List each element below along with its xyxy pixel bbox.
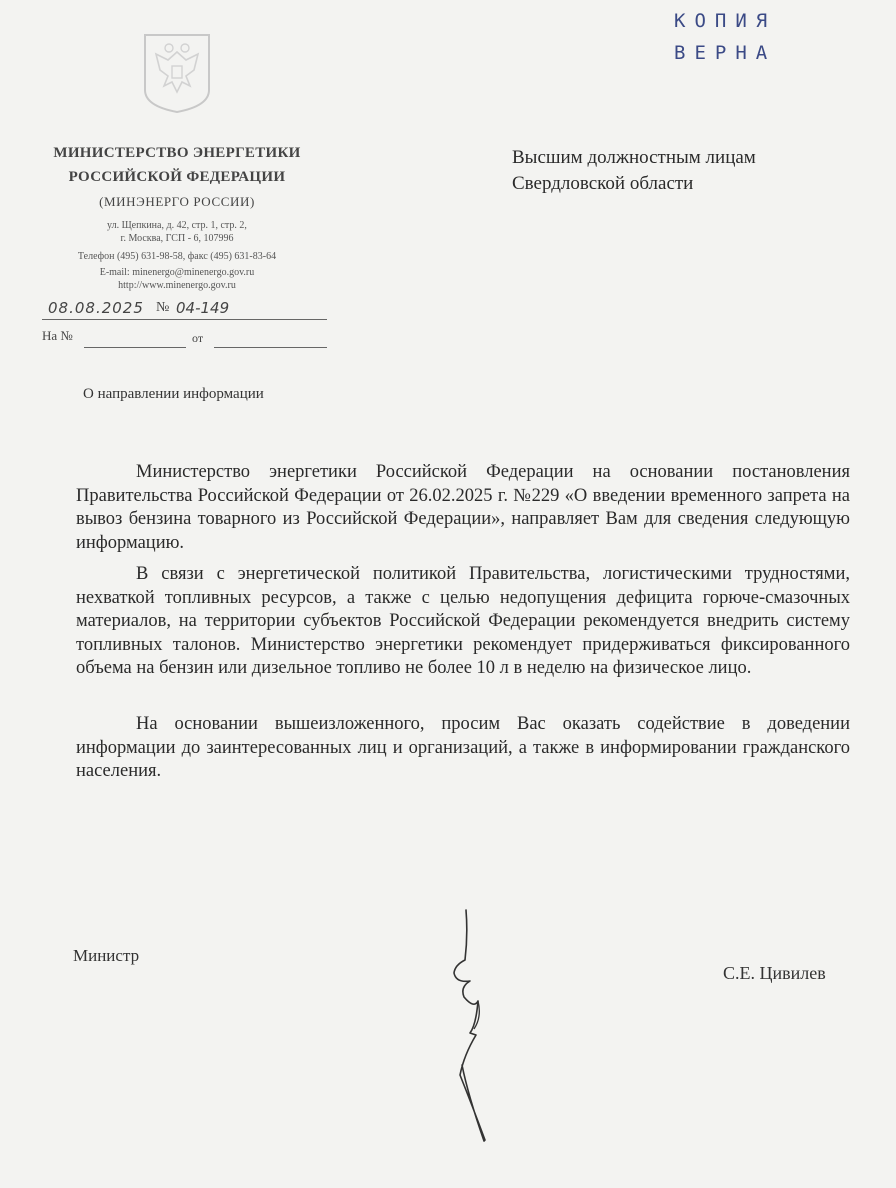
date-number-underline [42,319,327,320]
website: http://www.minenergo.gov.ru [118,280,236,291]
address-line1: ул. Щепкина, д. 42, стр. 1, стр. 2, [107,220,247,231]
coat-of-arms-icon [142,32,212,114]
reply-date-label: от [192,331,204,345]
number-sign: № [156,300,170,315]
ministry-name-line1: МИНИСТЕРСТВО ЭНЕРГЕТИКИ [53,145,301,161]
ministry-name-line2: РОССИЙСКОЙ ФЕДЕРАЦИИ [68,169,286,185]
reply-number-label: На № [42,328,73,343]
ministry-short-name: (МИНЭНЕРГО РОССИИ) [99,194,255,209]
paragraph-text: В связи с энергетической политикой Правительства, логистическими трудностями, нехваткой топливных ресурсов, а также с целью недопущения дефицита горюче-смазочных материалов, на территории субъектов Российской Федерации рекомендуется внедрить систему топливных талонов. Министерство энергетики рекомендует придерживаться фиксированного объема на бензин или дизельное топливо не более 10 л в неделю на физическое лицо. [76,564,850,678]
reply-number-underline [84,347,186,348]
outgoing-number: 04-149 [176,299,230,317]
addressee-line2: Свердловской области [512,173,694,194]
copy-stamp-line2: ВЕРНА [674,42,777,64]
paragraph-text: На основании вышеизложенного, просим Вас оказать содействие в доведении информации до заинтересованных лиц и организаций, а также в информировании гражданского населения. [76,714,850,781]
subject-line: О направлении информации [83,386,264,402]
body-paragraph-2 [76,563,850,681]
reply-date-underline [214,347,327,348]
handwritten-signature-icon [430,905,520,1145]
address-line2: г. Москва, ГСП - 6, 107996 [120,233,234,244]
outgoing-date: 08.08.2025 [48,299,144,317]
signer-position: Министр [73,946,140,965]
email: E-mail: minenergo@minenergo.gov.ru [99,267,255,278]
signer-name: С.Е. Цивилев [723,963,826,983]
addressee-line1: Высшим должностным лицам [512,147,756,168]
phone-fax: Телефон (495) 631-98-58, факс (495) 631-83-64 [77,251,277,262]
paragraph-text: Министерство энергетики Российской Федерации на основании постановления Правительства Российской Федерации от 26.02.2025 г. №229 «О введении временного запрета на вывоз бензина товарного из Российской Федерации», направляет Вам для сведения следующую информацию. [76,462,850,553]
addressee [512,145,756,197]
body-paragraph-1 [76,461,850,555]
body-paragraph-3 [76,713,850,784]
copy-stamp-line1: КОПИЯ [674,10,777,32]
